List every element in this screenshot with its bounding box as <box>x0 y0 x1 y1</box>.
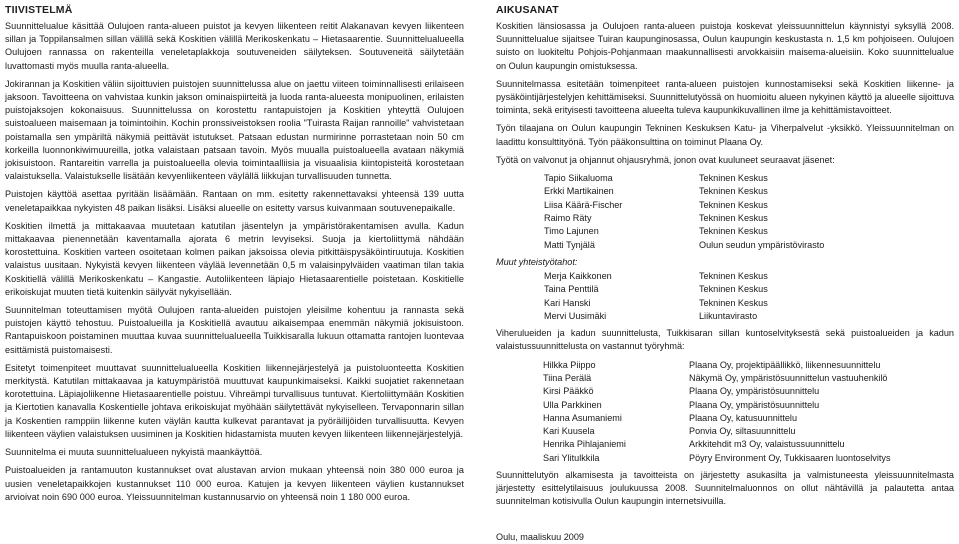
person-row <box>496 310 954 323</box>
person-row <box>496 425 954 438</box>
person-row <box>496 225 954 238</box>
person-name: Kari Hanski <box>544 297 591 308</box>
person-organization: Tekninen Keskus <box>699 186 768 197</box>
person-name: Erkki Martikainen <box>544 186 614 197</box>
summary-paragraph: Jokirannan ja Koskitien väliin sijoittuvien puistojen suunnittelussa alue on jaettu viiteen toiminnallisesti erilaiseen jaksoon. Tavoitteena on vahvistaa kunkin jakson ominaispiirteitä ja luoda ranta-alueesta monipuolinen, erilaisten puistojaksojen kokonaisuus. Suunnittelussa on korostettu rantapuistojen ja Koskitien yhteyttä Oulujoen suistoalueen maisemaan ja toimintoihin. Kochin pronssiveistoksen roolia "Tuirasta Raijan rannoille" vahvistetaan poistamalla sen ympäriltä näkymiä peittävät istutukset. Patsaan edustan nurmirinne porrastetaan noin 50 cm korkeilla luonnonkiwimuureilla, jotka valaistaan patsaan tavoin. Myös muualla puistoalueella avataan näkymiä jokisuistoon. Rantareitin varrella ja puistoalueella olevia toimintaalliisia ja visuaalisia kiintopisteitä korostetaan valaistuksella. Valaistukselle lisätään kevyenliikenteen väylällä liikkujan turvallisuuden tunnetta. <box>5 78 464 182</box>
person-name: Merja Kaikkonen <box>544 271 612 282</box>
preface-title: AIKUSANAT <box>496 4 559 16</box>
person-row <box>496 239 954 252</box>
summary-body <box>5 20 464 504</box>
summary-column <box>5 4 464 509</box>
person-name: Kari Kuusela <box>543 426 595 437</box>
summary-paragraph: Esitetyt toimenpiteet muuttavat suunnittelualueella Koskitien liikennejärjestelyä ja puistoluonteetta Koskitien merkitystä. Katutilan mittakaavaa ja katuympäristöä muuttuvat kaupunkimaiseksi. Kaikki suojatiet rakennetaan korotettuina. Läpiajoliikenne Hietasaarentielle poistuu. Vihreämpi turvallisuus tuntuvat. Kiertoliittymään Koskitien ja Kiertotien kanavalla Koskentielle johtava erikoiskujat myöhään säilytettävät nykyiselleen. Tervaponnarin sillan ja Koskentien ramppiin liikenne kuten väylän kautta kulkevat parantavat ja pyöräilijöiden turvallisuutta. Kevyen liikenteen väylien valaistuksen uusiminen ja Koskitien hidastamista muuten kevyen liikenteen liikennejärjestelyjä. <box>5 362 464 439</box>
person-row <box>496 359 954 372</box>
person-name: Matti Tynjälä <box>544 239 595 250</box>
person-organization: Plaana Oy, projektipäällikkö, liikennesuunnittelu <box>689 359 881 370</box>
summary-paragraph: Suunnitelma ei muuta suunnittelualueen nykyistä maankäyttöä. <box>5 447 263 458</box>
consultants-intro: Viherulueiden ja kadun suunnittelusta, Tuikkisaran sillan kuntoselvityksestä sekä puistoalueiden ja kadun valaistussuunnittelusta on vastannut työryhmä: <box>496 328 954 352</box>
person-organization: Ponvia Oy, siltasuunnittelu <box>689 426 796 437</box>
person-organization: Arkkitehdit m3 Oy, valaistussuunnittelu <box>689 439 845 450</box>
summary-paragraph: Suunnitelman toteuttamisen myötä Oulujoen ranta-alueiden puistojen yleisilme kohentuu ja rannasta sekä puistojen käyttö tehostuu. Puistoalueilla ja Koskitiellä avautuu aikaisempaa enemmän näkymiä jokisuistoon. Rantapuiskoon poistaminen muuttaa kuvaa suunnittelualueella Tuikkisaralla lukuun ottamatta rantojen luontevaa esittämistä puistomaisesti. <box>5 305 464 355</box>
person-organization: Pöyry Environment Oy, Tukkisaaren luontoselvitys <box>689 452 891 463</box>
person-row <box>496 283 954 296</box>
person-organization: Liikuntavirasto <box>699 310 758 321</box>
person-organization: Tekninen Keskus <box>699 284 768 295</box>
person-name: Hanna Asumaniemi <box>543 412 622 423</box>
person-row <box>496 412 954 425</box>
person-name: Raimo Räty <box>544 212 592 223</box>
person-name: Sari Ylitulkkila <box>543 452 600 463</box>
person-name: Kirsi Pääkkö <box>543 386 594 397</box>
person-row <box>496 270 954 283</box>
person-name: Mervi Uusimäki <box>544 310 607 321</box>
person-name: Taina Penttilä <box>544 284 599 295</box>
person-row <box>496 212 954 225</box>
consultant-team-list <box>496 359 954 465</box>
person-row <box>496 297 954 310</box>
person-row <box>496 172 954 185</box>
steering-group-list <box>496 172 954 252</box>
person-name: Tapio Siikaluoma <box>544 173 613 184</box>
preface-paragraph: Suunnitelmassa esitetään toimenpiteet ranta-alueen puistojen kunnostamiseksi sekä Koskitien liikenne- ja pysäköintijärjestelyjen kehittämiseksi. Suunnittelutyössä on huomioitu alueen nykyinen käyttö ja alueelle sijoittuva toiminta, sekä erityisesti tavoitteena alueelta tuleva kaupunkikuvallinen ilme ja kehittämistavoitteet. <box>496 78 954 116</box>
person-organization: Tekninen Keskus <box>699 297 768 308</box>
person-row <box>496 185 954 198</box>
person-name: Timo Lajunen <box>544 226 599 237</box>
person-row <box>496 452 954 465</box>
person-organization: Tekninen Keskus <box>699 199 768 210</box>
preface-paragraph: Työtä on valvonut ja ohjannut ohjausryhmä, jonon ovat kuuluneet seuraavat jäsenet: <box>496 154 835 165</box>
person-organization: Plaana Oy, katusuunnittelu <box>689 412 798 423</box>
person-name: Tiina Perälä <box>543 372 592 383</box>
person-organization: Plaana Oy, ympäristösuunnittelu <box>689 386 820 397</box>
person-organization: Tekninen Keskus <box>699 271 768 282</box>
closing-paragraph: Suunnittelutyön alkamisesta ja tavoitteista on järjestetty asukasilta ja valmistuneesta yleissuunnitelmasta järjestetty esittelytilaisuus joulukuussa 2008. Suunnitelmaluonnos on ollut nähtävillä ja palautetta antaa suunnitelman kotisivulla Oulun kaupungin internetsivuilla. <box>496 469 954 507</box>
person-organization: Tekninen Keskus <box>699 173 768 184</box>
person-organization: Näkymä Oy, ympäristösuunnittelun vastuuhenkilö <box>689 372 888 383</box>
person-organization: Oulun seudun ympäristövirasto <box>699 239 825 250</box>
summary-paragraph: Puistojen käyttöä asettaa pyritään lisäämään. Rantaan on mm. esitetty rakennettavaksi yhteensä 139 uutta veneletapaikkaa nykyisten 48 paikan lisäksi. Lisäksi alueelle on esitetty varsus kuivanmaan soutuvenepaikalle. <box>5 189 464 213</box>
signature-date: Oulu, maaliskuu 2009 <box>496 531 584 542</box>
person-organization: Tekninen Keskus <box>699 212 768 223</box>
other-partners-list <box>496 270 954 323</box>
person-name: Ulla Parkkinen <box>543 399 602 410</box>
person-row <box>496 438 954 451</box>
person-row <box>496 199 954 212</box>
person-row <box>496 372 954 385</box>
person-organization: Plaana Oy, ympäristösuunnittelu <box>689 399 820 410</box>
preface-body <box>496 20 954 167</box>
person-row <box>496 385 954 398</box>
summary-paragraph: Suunnittelualue käsittää Oulujoen ranta-alueen puistot ja kevyen liikenteen reitit Alakanavan kevyen liikenteen sillan ja Toppilansalmen sillan välillä sekä Koskitien välillä Merikoskenkatu – Hietasaarentie. Suunnittelualueella Oulujoen rannassa on rakenteilla veneletaplakkoja soutuveneiden säilyteksen. Soutuveneitä säilytetään luvattomasti myös muulla ranta-alueella. <box>5 21 464 71</box>
summary-paragraph: Puistoalueiden ja rantamuuton kustannukset ovat alustavan arvion mukaan yhteensä noin 380 000 euroa ja uusien veneletapaikkojen kustannukset 110 000 euroa. Katujen ja kevyen liikenteen väylien kustannukset arvioivat noin 690 000 euroa. Yleissuunnitelman kustannusarvio on yhteensä noin 1 180 000 euroa. <box>5 465 464 502</box>
preface-column <box>496 4 954 544</box>
person-name: Hilkka Piippo <box>543 359 596 370</box>
person-name: Henrika Pihlajaniemi <box>543 439 626 450</box>
preface-paragraph: Koskitien länsiosassa ja Oulujoen ranta-alueen puistoja koskevat yleissuunnittelun käynnistyi syksyllä 2008. Suunnittelualue sijaitsee Tuiran kaupunginosassa, Oulun kaupungin keskustasta n. 1,5 km pohjoiseen. Oulujoen suisto on luokiteltu Pohjois-Pohjanmaan maakunnallisesti arvokkaisiin maisema-alueisiin. Koko suunnittelualue on Oulun kaupungin omistuksessa. <box>496 21 954 71</box>
person-organization: Tekninen Keskus <box>699 226 768 237</box>
person-name: Liisa Käärä-Fischer <box>544 199 623 210</box>
summary-title: TIIVISTELMÄ <box>5 4 73 16</box>
person-row <box>496 399 954 412</box>
preface-paragraph: Työn tilaajana on Oulun kaupungin Tekninen Keskuksen Katu- ja Viherpalvelut -yksikkö. Yleissuunnitelman on laadittu konsulttityönä. Työn pääkonsulttina on toiminut Plaana Oy. <box>496 123 954 147</box>
summary-paragraph: Koskitien ilmettä ja mittakaavaa muutetaan katutilan jäsentelyn ja ympäristörakentamisen avulla. Kadun mittakaavaa pienennetään kaventamalla ajorata 6 metrin levyiseksi. Suoja ja kiertoliittymä nähdään korostettuina. Koskitien varteen osoitetaan kolmen paikan jaksoissa olevia pitkittäispysäköintiruutuja. Koskitien valaistus uusitaan. Nykyistä kevyen liikenteen väylää levennetään 0,5 m valaisinpylväiden vaatiman tilan takia Koskitiellä välillä Merikoskenkatu – Kangastie. Autoliikenteen läpiajo Hietasaarentielle poistetaan. Koskitielle erikoiskujat muuten tietä kuitenkin säilyvät nykyisellään. <box>5 220 464 297</box>
other-partners-label: Muut yhteistyötahot: <box>496 256 578 267</box>
